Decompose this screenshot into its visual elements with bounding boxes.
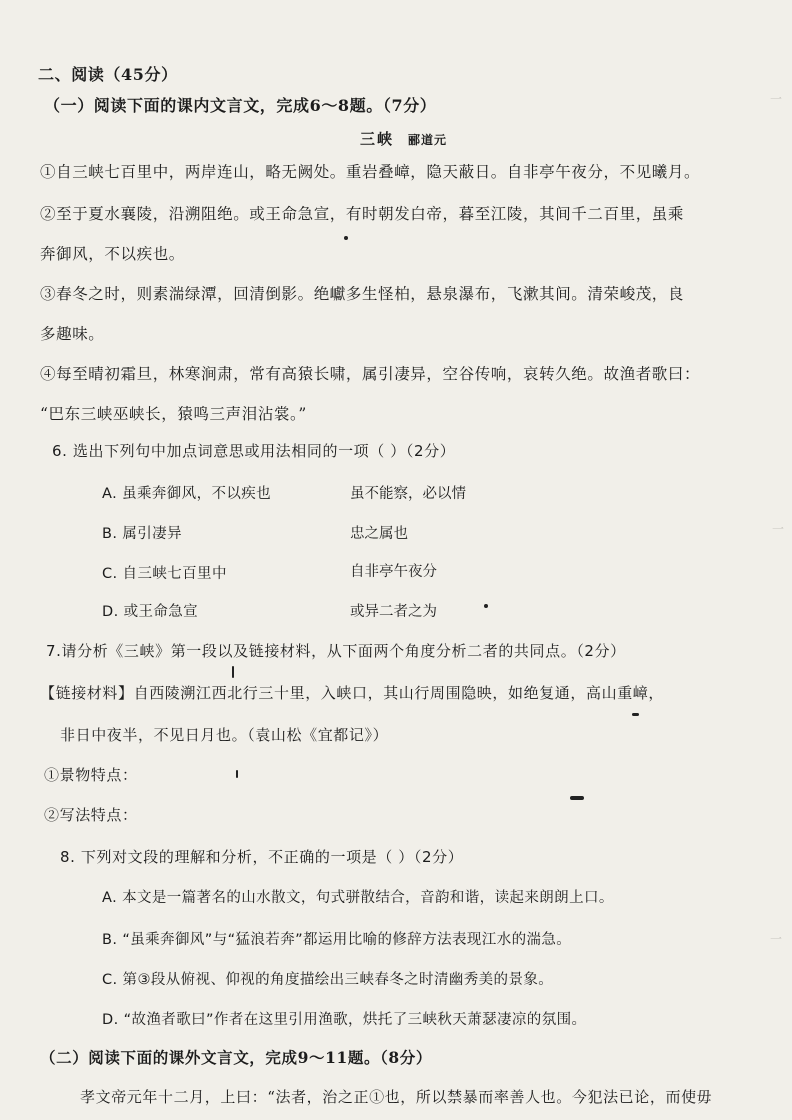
passage-paragraph-2a: ②至于夏水襄陵，沿溯阻绝。或王命急宣，有时朝发白帝，暮至江陵，其间千二百里，虽乘	[40, 205, 685, 223]
q8-option-d: D. “故渔者歌曰”作者在这里引用渔歌，烘托了三峡秋天萧瑟凄凉的氛围。	[102, 1012, 587, 1028]
q8-option-b: B. “虽乘奔御风”与“猛浪若奔”都运用比喻的修辞方法表现江水的湍急。	[102, 932, 572, 948]
q6-option-b-left: B. 属引凄异	[102, 526, 182, 542]
bleed-mark: 一	[770, 92, 783, 106]
q6-option-c-right: 自非亭午夜分	[350, 564, 437, 580]
bleed-mark: 一	[770, 932, 783, 946]
passage-title-text: 三峡	[360, 130, 395, 148]
passage-author: 郦道元	[408, 133, 448, 147]
q7-item-1: ①景物特点：	[44, 766, 138, 784]
scan-speck	[232, 666, 234, 678]
q8-option-a: A. 本文是一篇著名的山水散文，句式骈散结合，音韵和谐，读起来朗朗上口。	[102, 890, 614, 906]
scan-speck	[570, 796, 584, 800]
scan-speck	[236, 770, 238, 778]
q6-option-d-left: D. 或王命急宣	[102, 604, 199, 620]
bleed-mark: 一	[772, 522, 785, 536]
part2-text: 孝文帝元年十二月，上曰：“法者，治之正①也，所以禁暴而率善人也。今犯法已论，而使毋	[80, 1088, 713, 1106]
scan-speck	[344, 236, 348, 240]
q6-option-d-right: 或异二者之为	[350, 604, 437, 620]
part1-title: （一）阅读下面的课内文言文，完成6～8题。（7分）	[44, 96, 437, 115]
passage-paragraph-3b: 多趣味。	[40, 325, 105, 343]
question-6-stem: 6. 选出下列句中加点词意思或用法相同的一项（ ）（2分）	[52, 442, 456, 460]
passage-paragraph-3a: ③春冬之时，则素湍绿潭，回清倒影。绝巘多生怪柏，悬泉瀑布，飞漱其间。清荣峻茂，良	[40, 285, 685, 303]
q6-option-a-left: A. 虽乘奔御风，不以疾也	[102, 486, 272, 502]
q8-option-c: C. 第③段从俯视、仰视的角度描绘出三峡春冬之时清幽秀美的景象。	[102, 972, 554, 988]
q7-link-material-b: 非日中夜半，不见日月也。（袁山松《宜都记》）	[60, 726, 389, 744]
part2-title: （二）阅读下面的课外文言文，完成9～11题。（8分）	[40, 1048, 432, 1067]
passage-paragraph-1: ①自三峡七百里中，两岸连山，略无阙处。重岩叠嶂，隐天蔽日。自非亭午夜分，不见曦月。	[40, 163, 701, 181]
question-7-stem: 7.请分析《三峡》第一段以及链接材料，从下面两个角度分析二者的共同点。（2分）	[46, 642, 626, 660]
q6-option-b-right: 忠之属也	[350, 526, 408, 542]
q6-option-c-left: C. 自三峡七百里中	[102, 566, 227, 582]
passage-paragraph-4a: ④每至晴初霜旦，林寒涧肃，常有高猿长啸，属引凄异，空谷传响，哀转久绝。故渔者歌曰：	[40, 365, 701, 383]
question-8-stem: 8. 下列对文段的理解和分析，不正确的一项是（ ）（2分）	[60, 848, 464, 866]
passage-title	[360, 128, 447, 149]
q6-option-a-right: 虽不能察，必以情	[350, 486, 466, 502]
passage-paragraph-4b: “巴东三峡巫峡长，猿鸣三声泪沾裳。”	[40, 405, 307, 423]
q7-link-material-a: 【链接材料】自西陵溯江西北行三十里，入峡口，其山行周围隐映，如绝复通，高山重嶂，	[40, 684, 665, 702]
q7-item-2: ②写法特点：	[44, 806, 138, 824]
scan-speck	[632, 713, 639, 716]
passage-paragraph-2b: 奔御风，不以疾也。	[40, 245, 185, 263]
scan-speck	[484, 604, 488, 608]
section-heading: 二、阅读（45分）	[38, 65, 178, 84]
